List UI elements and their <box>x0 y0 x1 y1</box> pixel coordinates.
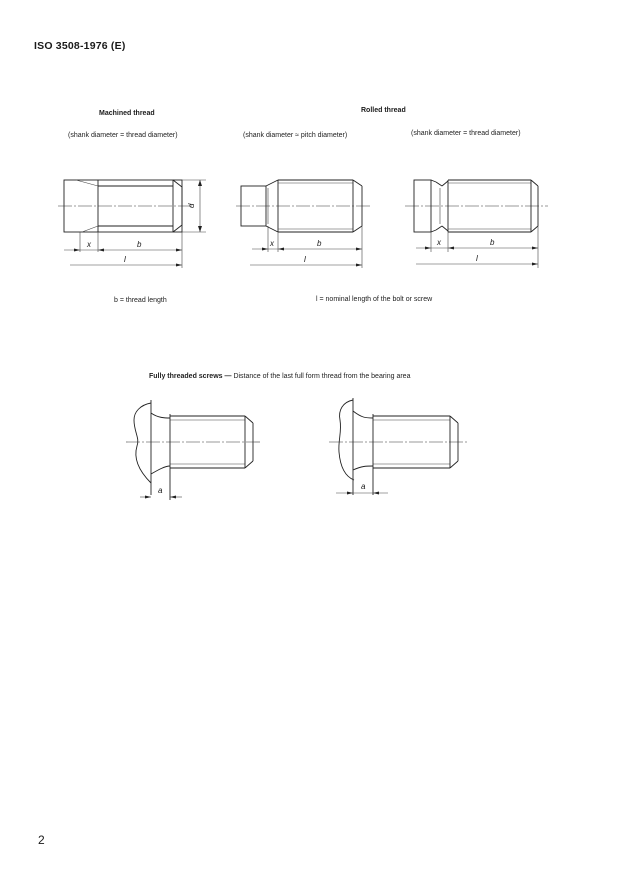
label-x: x <box>270 239 274 248</box>
fully-threaded-screw-left <box>126 400 262 500</box>
rolled-thread-subtitle-a: (shank diameter ≈ pitch diameter) <box>243 132 348 139</box>
label-l: l <box>476 254 478 263</box>
fully-threaded-caption <box>149 373 410 380</box>
caption-text: Distance of the last full form thread from the bearing area <box>233 373 411 380</box>
label-a: a <box>158 486 163 495</box>
rolled-thread-a-drawing <box>236 180 372 268</box>
rolled-thread-title: Rolled thread <box>361 107 406 114</box>
machined-thread-subtitle: (shank diameter = thread diameter) <box>68 132 178 139</box>
page-number: 2 <box>38 833 45 847</box>
rolled-thread-b-drawing <box>405 180 548 268</box>
label-b: b <box>317 239 322 248</box>
document-header: ISO 3508-1976 (E) <box>34 40 126 52</box>
machined-thread-title: Machined thread <box>99 110 155 117</box>
rolled-thread-subtitle-b: (shank diameter = thread diameter) <box>411 130 521 137</box>
label-a: a <box>361 482 366 491</box>
label-b: b <box>490 238 495 247</box>
b-definition: b = thread length <box>114 297 167 304</box>
label-d: d <box>187 203 196 208</box>
label-x: x <box>437 238 441 247</box>
l-definition: l = nominal length of the bolt or screw <box>316 296 433 303</box>
label-b: b <box>137 240 142 249</box>
label-x: x <box>87 240 91 249</box>
label-l: l <box>304 255 306 264</box>
fully-threaded-screw-right <box>329 398 468 495</box>
machined-thread-drawing <box>58 180 206 268</box>
caption-bold: Fully threaded screws — <box>149 373 232 380</box>
label-l: l <box>124 255 126 264</box>
